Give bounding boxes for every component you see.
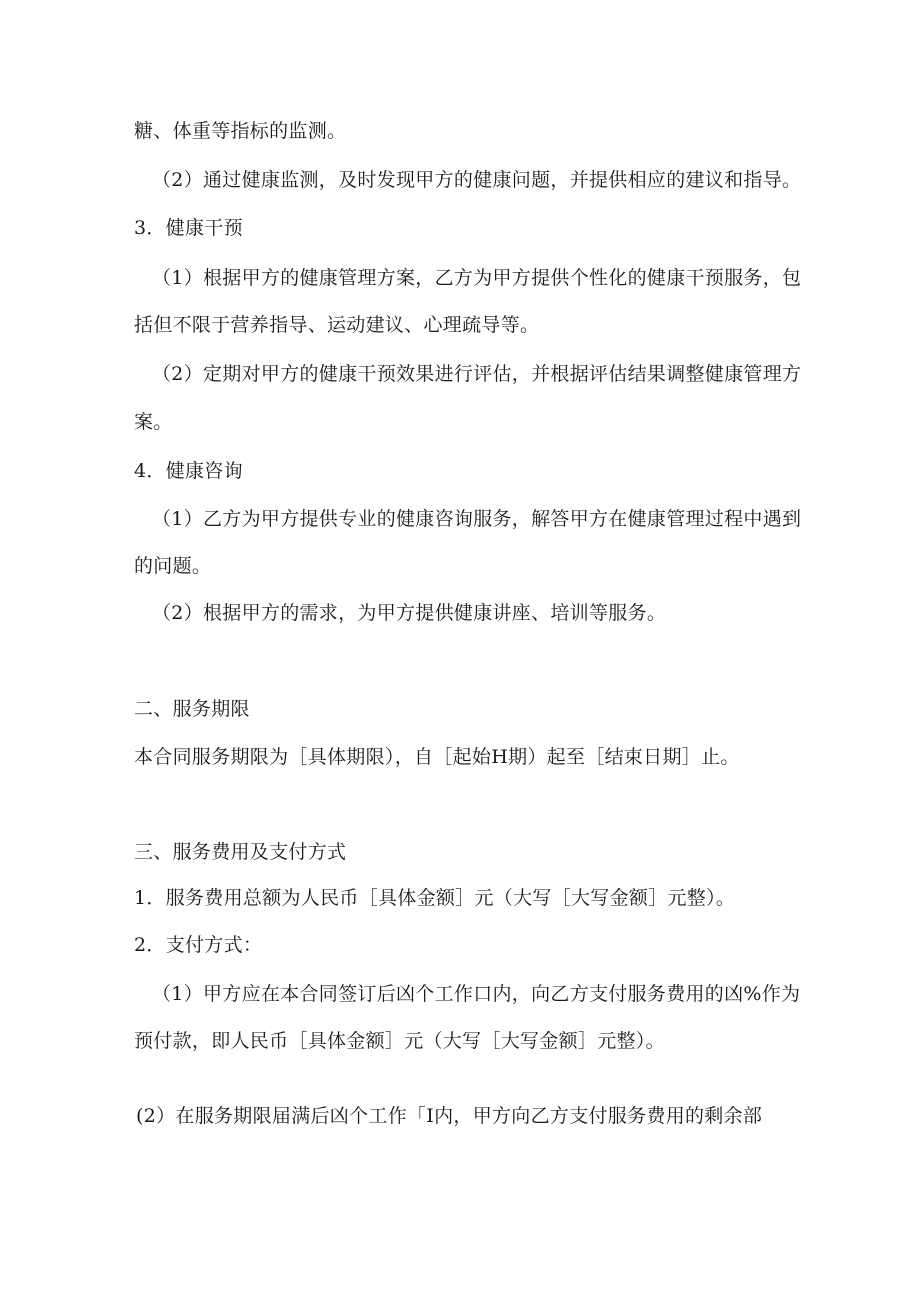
- chapter-heading: 二、服务期限: [134, 698, 250, 720]
- paragraph-line: 本合同服务期限为［具体期限），自［起始H期）起至［结束日期］止。: [134, 746, 740, 768]
- paragraph-line: 案。: [134, 411, 173, 433]
- paragraph-line: 预付款，即人民币［具体金额］元（大写［大写金额］元整）。: [134, 1030, 665, 1052]
- paragraph-line: 糖、体重等指标的监测。: [134, 120, 347, 142]
- paragraph-line: （2）通过健康监测，及时发现甲方的健康问题，并提供相应的建议和指导。: [152, 169, 802, 191]
- paragraph-line: (2）在服务期限届满后凶个工作「I内，甲方向乙方支付服务费用的剩余部: [136, 1105, 763, 1127]
- paragraph-line: （1）乙方为甲方提供专业的健康咨询服务，解答甲方在健康管理过程中遇到: [152, 508, 802, 530]
- paragraph-line: （2）定期对甲方的健康干预效果进行评估，并根据评估结果调整健康管理方: [152, 363, 802, 385]
- paragraph-line: 的问题。: [134, 555, 212, 577]
- section-heading: 4．健康咨询: [134, 460, 243, 482]
- paragraph-line: （1）根据甲方的健康管理方案，乙方为甲方提供个性化的健康干预服务，包: [152, 267, 802, 289]
- paragraph-line: （2）根据甲方的需求，为甲方提供健康讲座、培训等服务。: [152, 602, 667, 624]
- chapter-heading: 三、服务费用及支付方式: [134, 841, 347, 863]
- paragraph-line: （1）甲方应在本合同签订后凶个工作口内，向乙方支付服务费用的凶%作为: [152, 983, 801, 1005]
- paragraph-line: 1．服务费用总额为人民币［具体金额］元（大写［大写金额］元整）。: [134, 887, 736, 909]
- section-heading: 2．支付方式：: [134, 934, 263, 956]
- section-heading: 3．健康干预: [134, 217, 243, 239]
- paragraph-line: 括但不限于营养指导、运动建议、心理疏导等。: [134, 314, 540, 336]
